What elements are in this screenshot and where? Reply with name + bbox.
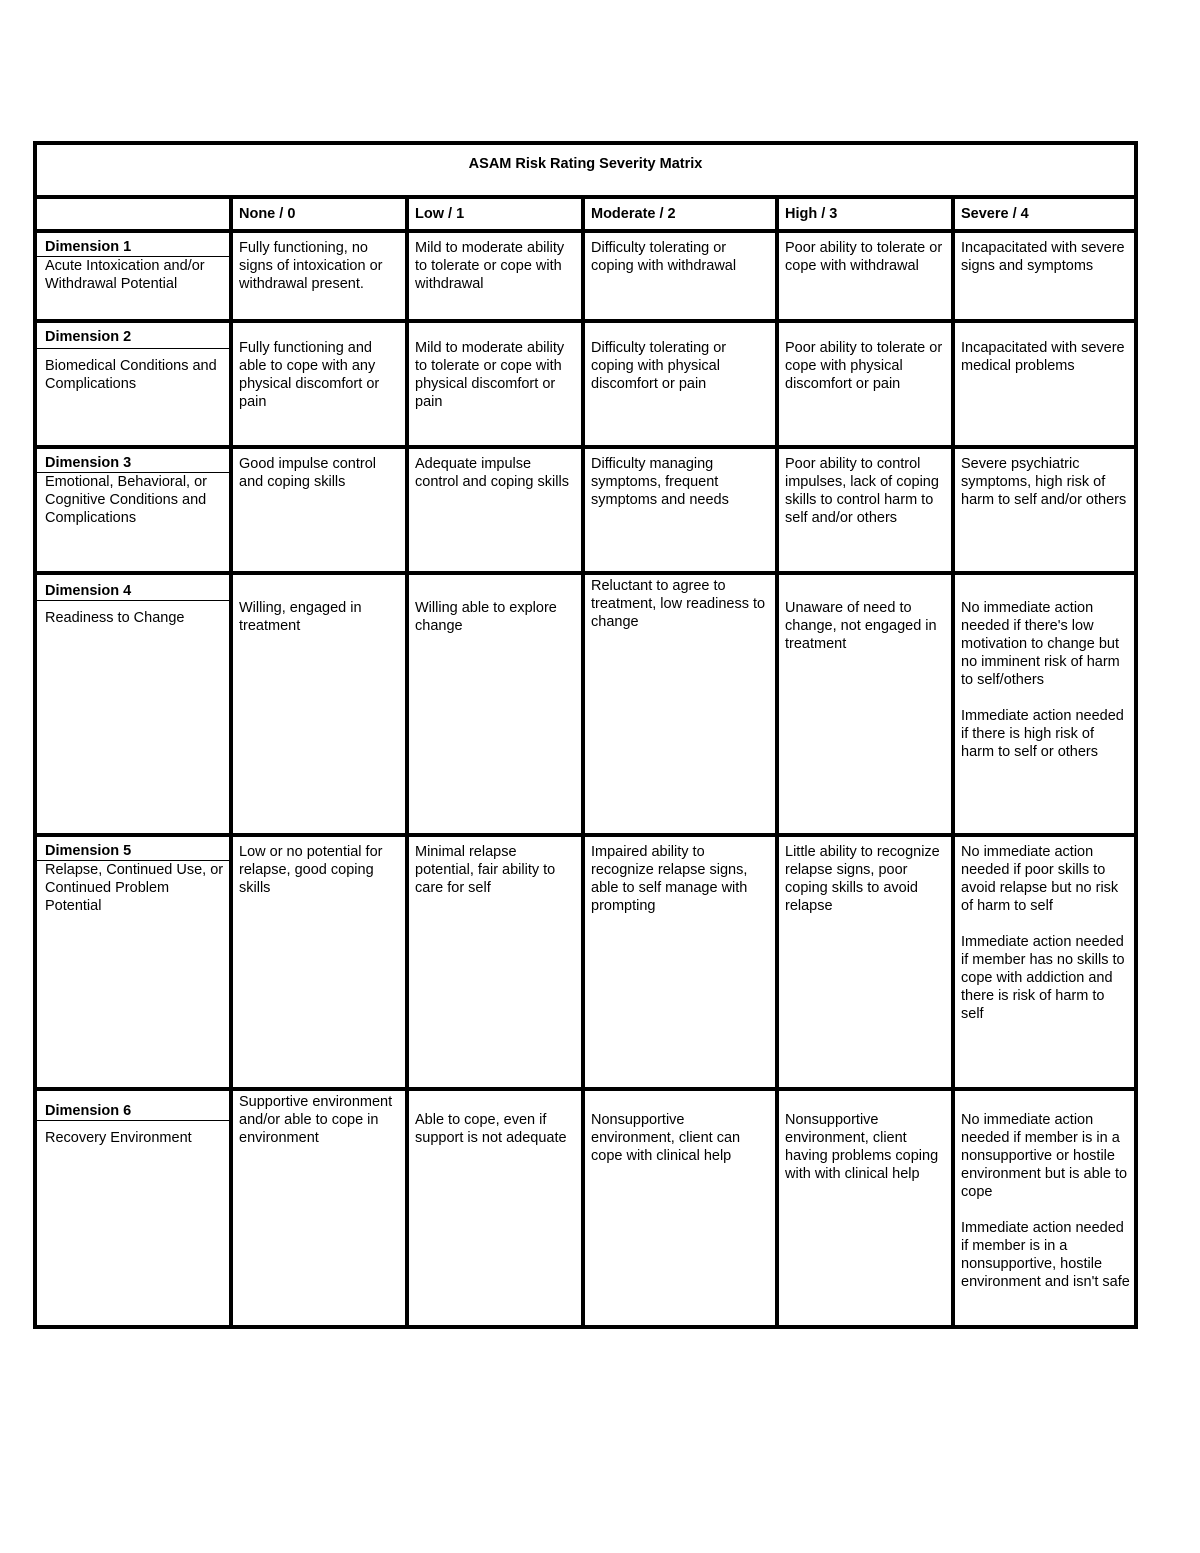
cell-low: Adequate impulse control and coping skills [407,447,583,573]
table-row [35,231,1136,321]
cell-moderate: Difficulty tolerating or coping with withdrawal [583,231,777,321]
dimension-description: Acute Intoxication and/or Withdrawal Potential [45,258,205,292]
severe-text: Incapacitated with severe medical problems [961,340,1125,374]
header-low: Low / 1 [407,197,583,231]
cell-low: Able to cope, even if support is not adequate [407,1089,583,1327]
cell-none: Fully functioning, no signs of intoxication or withdrawal present. [231,231,407,321]
matrix-title-cell [35,143,1136,197]
header-row [35,197,1136,231]
table-row [35,573,1136,835]
cell-high: Poor ability to tolerate or cope with withdrawal [777,231,953,321]
matrix-title: ASAM Risk Rating Severity Matrix [468,156,703,172]
dimension-description: Emotional, Behavioral, or Cognitive Conditions and Complications [45,474,207,526]
dimension-title: Dimension 3 [37,449,229,473]
cell-severe [953,835,1136,1089]
table-row [35,1089,1136,1327]
cell-severe [953,1089,1136,1327]
dimension-cell [35,835,231,1089]
cell-none: Supportive environment and/or able to cope in environment [231,1089,407,1327]
dimension-title: Dimension 1 [37,233,229,257]
cell-moderate: Difficulty tolerating or coping with physical discomfort or pain [583,321,777,447]
dimension-cell [35,447,231,573]
cell-high: Little ability to recognize relapse signs, poor coping skills to avoid relapse [777,835,953,1089]
table-row [35,321,1136,447]
severe-text: No immediate action needed if member is in a nonsupportive or hostile environment but is able to cope [961,1112,1128,1200]
severe-text: Immediate action needed if member is in a nonsupportive, hostile environment and isn't safe [961,1220,1130,1290]
header-dimension [35,197,231,231]
dimension-cell [35,573,231,835]
header-high: High / 3 [777,197,953,231]
cell-low: Willing able to explore change [407,573,583,835]
asam-risk-matrix-table [33,141,1138,1329]
dimension-description: Biomedical Conditions and Complications [45,358,217,392]
cell-none: Fully functioning and able to cope with any physical discomfort or pain [231,321,407,447]
dimension-description: Relapse, Continued Use, or Continued Problem Potential [45,862,224,914]
dimension-cell [35,231,231,321]
dimension-title: Dimension 5 [37,837,229,861]
dimension-title: Dimension 6 [37,1091,229,1121]
cell-severe [953,573,1136,835]
cell-low: Mild to moderate ability to tolerate or cope with withdrawal [407,231,583,321]
dimension-description: Recovery Environment [45,1130,192,1146]
dimension-cell [35,321,231,447]
cell-moderate: Nonsupportive environment, client can cope with clinical help [583,1089,777,1327]
cell-moderate: Impaired ability to recognize relapse signs, able to self manage with prompting [583,835,777,1089]
cell-none: Willing, engaged in treatment [231,573,407,835]
cell-moderate: Difficulty managing symptoms, frequent symptoms and needs [583,447,777,573]
dimension-title: Dimension 4 [37,575,229,601]
table-row [35,447,1136,573]
cell-none: Low or no potential for relapse, good coping skills [231,835,407,1089]
cell-high: Unaware of need to change, not engaged in treatment [777,573,953,835]
dimension-title: Dimension 2 [37,323,229,349]
dimension-description: Readiness to Change [45,610,185,626]
cell-none: Good impulse control and coping skills [231,447,407,573]
cell-moderate: Reluctant to agree to treatment, low readiness to change [583,573,777,835]
severe-text: Immediate action needed if there is high risk of harm to self or others [961,708,1124,760]
header-none: None / 0 [231,197,407,231]
cell-severe [953,321,1136,447]
header-moderate: Moderate / 2 [583,197,777,231]
severe-text: No immediate action needed if poor skills to avoid relapse but no risk of harm to self [961,844,1119,914]
severe-text: No immediate action needed if there's low motivation to change but no imminent risk of harm to self/others [961,600,1120,688]
cell-high: Nonsupportive environment, client having problems coping with with clinical help [777,1089,953,1327]
cell-severe [953,231,1136,321]
table-row [35,835,1136,1089]
severe-text: Immediate action needed if member has no skills to cope with addiction and there is risk of harm to self [961,934,1125,1022]
cell-low: Mild to moderate ability to tolerate or cope with physical discomfort or pain [407,321,583,447]
cell-severe [953,447,1136,573]
header-severe: Severe / 4 [953,197,1136,231]
dimension-cell [35,1089,231,1327]
severe-text: Severe psychiatric symptoms, high risk of harm to self and/or others [961,456,1127,508]
cell-high: Poor ability to control impulses, lack of coping skills to control harm to self and/or others [777,447,953,573]
severe-text: Incapacitated with severe signs and symptoms [961,240,1125,274]
cell-high: Poor ability to tolerate or cope with physical discomfort or pain [777,321,953,447]
cell-low: Minimal relapse potential, fair ability to care for self [407,835,583,1089]
